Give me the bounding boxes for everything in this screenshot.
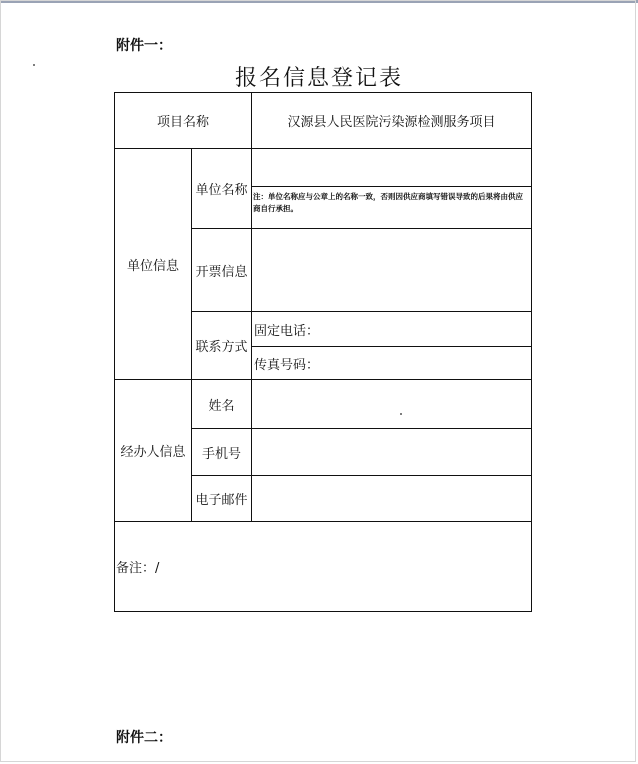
phone-field[interactable]: 固定电话： xyxy=(254,323,320,339)
email-field[interactable] xyxy=(252,476,531,521)
unit-name-label: 单位名称 xyxy=(195,183,248,198)
invoice-info-field[interactable] xyxy=(252,229,531,311)
name-label: 姓名 xyxy=(208,398,235,414)
project-name-label: 项目名称 xyxy=(156,115,209,130)
name-field[interactable] xyxy=(252,380,531,428)
attachment-2-label: 附件二： xyxy=(116,730,172,746)
handler-info-label: 经办人信息 xyxy=(120,445,186,460)
unit-name-field[interactable] xyxy=(252,149,531,186)
mobile-label: 手机号 xyxy=(201,446,241,462)
form-title: 报名信息登记表 xyxy=(234,66,403,91)
unit-name-note: 注：单位名称应与公章上的名称一致，否则因供应商填写错误导致的后果将由供应商自行承担。 xyxy=(253,192,523,213)
scan-speck xyxy=(400,413,402,415)
scan-speck xyxy=(33,64,35,66)
project-name-value: 汉源县人民医院污染源检测服务项目 xyxy=(287,115,496,130)
attachment-1-label: 附件一： xyxy=(116,38,172,54)
unit-info-label: 单位信息 xyxy=(126,258,179,274)
remarks: 备注：/ xyxy=(116,561,160,576)
mobile-field[interactable] xyxy=(252,429,531,475)
fax-field[interactable]: 传真号码： xyxy=(254,357,320,373)
invoice-info-label: 开票信息 xyxy=(195,264,248,280)
email-label: 电子邮件 xyxy=(195,493,248,508)
contact-label: 联系方式 xyxy=(195,340,248,355)
